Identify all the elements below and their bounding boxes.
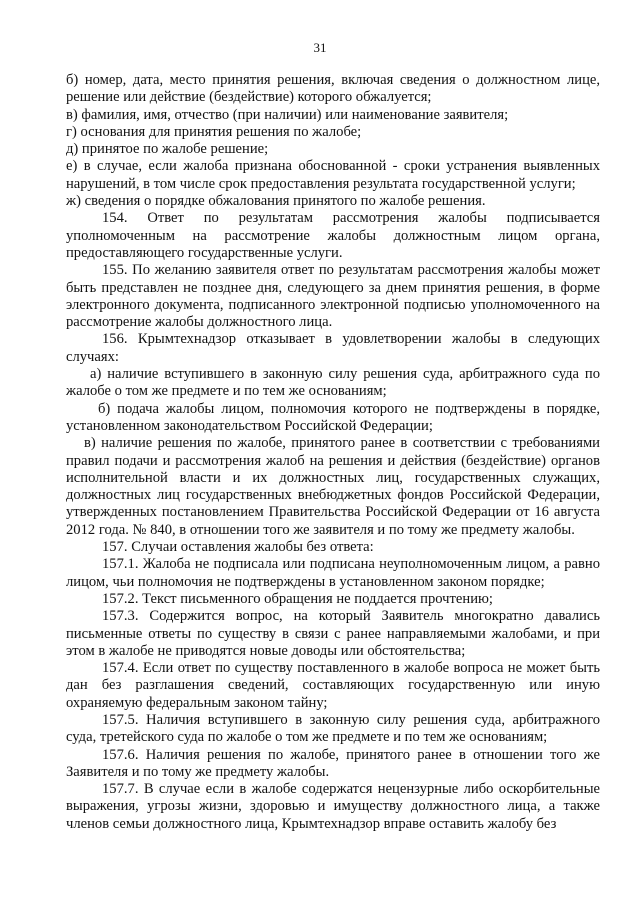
page-number: 31 — [313, 40, 327, 55]
paragraph-e-remedy-terms: е) в случае, если жалоба признана обоснованной - сроки устранения выявленных нарушений, в том числе срок предоставления результата государственной услуги; — [66, 158, 600, 192]
paragraph-157-3: 157.3. Содержится вопрос, на который Заявитель многократно давались письменные ответы по существу в связи с ранее направляемыми жалобами, и при этом в жалобе не приводятся новые доводы или обстоятельства; — [66, 608, 600, 659]
document-body — [66, 72, 600, 833]
paragraph-155: 155. По желанию заявителя ответ по результатам рассмотрения жалобы может быть представлен не позднее дня, следующего за днем принятия решения, в форме электронного документа, подписанного электронной подписью уполномоченного на рассмотрение жалобы должностного лица. — [66, 262, 600, 331]
paragraph-157-6: 157.6. Наличия решения по жалобе, принятого ранее в отношении того же Заявителя и по тому же предмету жалобы. — [66, 746, 600, 780]
paragraph-156-a: а) наличие вступившего в законную силу решения суда, арбитражного суда по жалобе о том же предмете и по тем же основаниям; — [66, 366, 600, 400]
paragraph-157-5: 157.5. Наличия вступившего в законную силу решения суда, арбитражного суда, третейского суда по жалобе о том же предмете и по тем же основаниям; — [66, 711, 600, 746]
paragraph-v-applicant-name: в) фамилия, имя, отчество (при наличии) или наименование заявителя; — [66, 106, 509, 123]
paragraph-156-b: б) подача жалобы лицом, полномочия которого не подтверждены в порядке, установленном законодательством Российской Федерации; — [66, 400, 600, 434]
paragraph-157-1: 157.1. Жалоба не подписала или подписана неуполномоченным лицом, а равно лицом, чьи полномочия не подтверждены в установленном законом порядке; — [66, 556, 600, 590]
paragraph-g-grounds: г) основания для принятия решения по жалобе; — [66, 123, 362, 140]
paragraph-156: 156. Крымтехнадзор отказывает в удовлетворении жалобы в следующих случаях: — [66, 331, 600, 365]
paragraph-zh-appeal-procedure: ж) сведения о порядке обжалования принятого по жалобе решения. — [66, 193, 486, 210]
paragraph-157-7: 157.7. В случае если в жалобе содержатся нецензурные либо оскорбительные выражения, угрозы жизни, здоровью и имуществу должностного лица, а также членов семьи должностного лица, Крымтехнадзор вправе оставить жалобу без — [66, 781, 600, 832]
paragraph-157-4: 157.4. Если ответ по существу поставленного в жалобе вопроса не может быть дан без разглашения сведений, составляющих государственную или иную охраняемую федеральным законом тайну; — [66, 660, 600, 711]
paragraph-157: 157. Случаи оставления жалобы без ответа: — [102, 539, 374, 556]
paragraph-b-decision-details: б) номер, дата, место принятия решения, включая сведения о должностном лице, решение или действие (бездействие) которого обжалуется; — [66, 72, 600, 106]
paragraph-156-v: в) наличие решения по жалобе, принятого ранее в соответствии с требованиями правил подачи и рассмотрения жалоб на решения и действия (бездействие) органов исполнительной власти и их должностных лиц, государственных служащих, должностных лиц государственных внебюджетных фондов Российской Федерации, утвержденных постановлением Правительства Российской Федерации от 16 августа 2012 года. № 840, в отношении того же заявителя и по тому же предмету жалобы. — [66, 435, 600, 538]
paragraph-154: 154. Ответ по результатам рассмотрения жалобы подписывается уполномоченным на рассмотрение жалобы должностным лицом органа, предоставляющего государственные услуги. — [66, 210, 600, 261]
paragraph-157-2: 157.2. Текст письменного обращения не поддается прочтению; — [102, 590, 493, 607]
paragraph-d-decision: д) принятое по жалобе решение; — [66, 141, 269, 158]
